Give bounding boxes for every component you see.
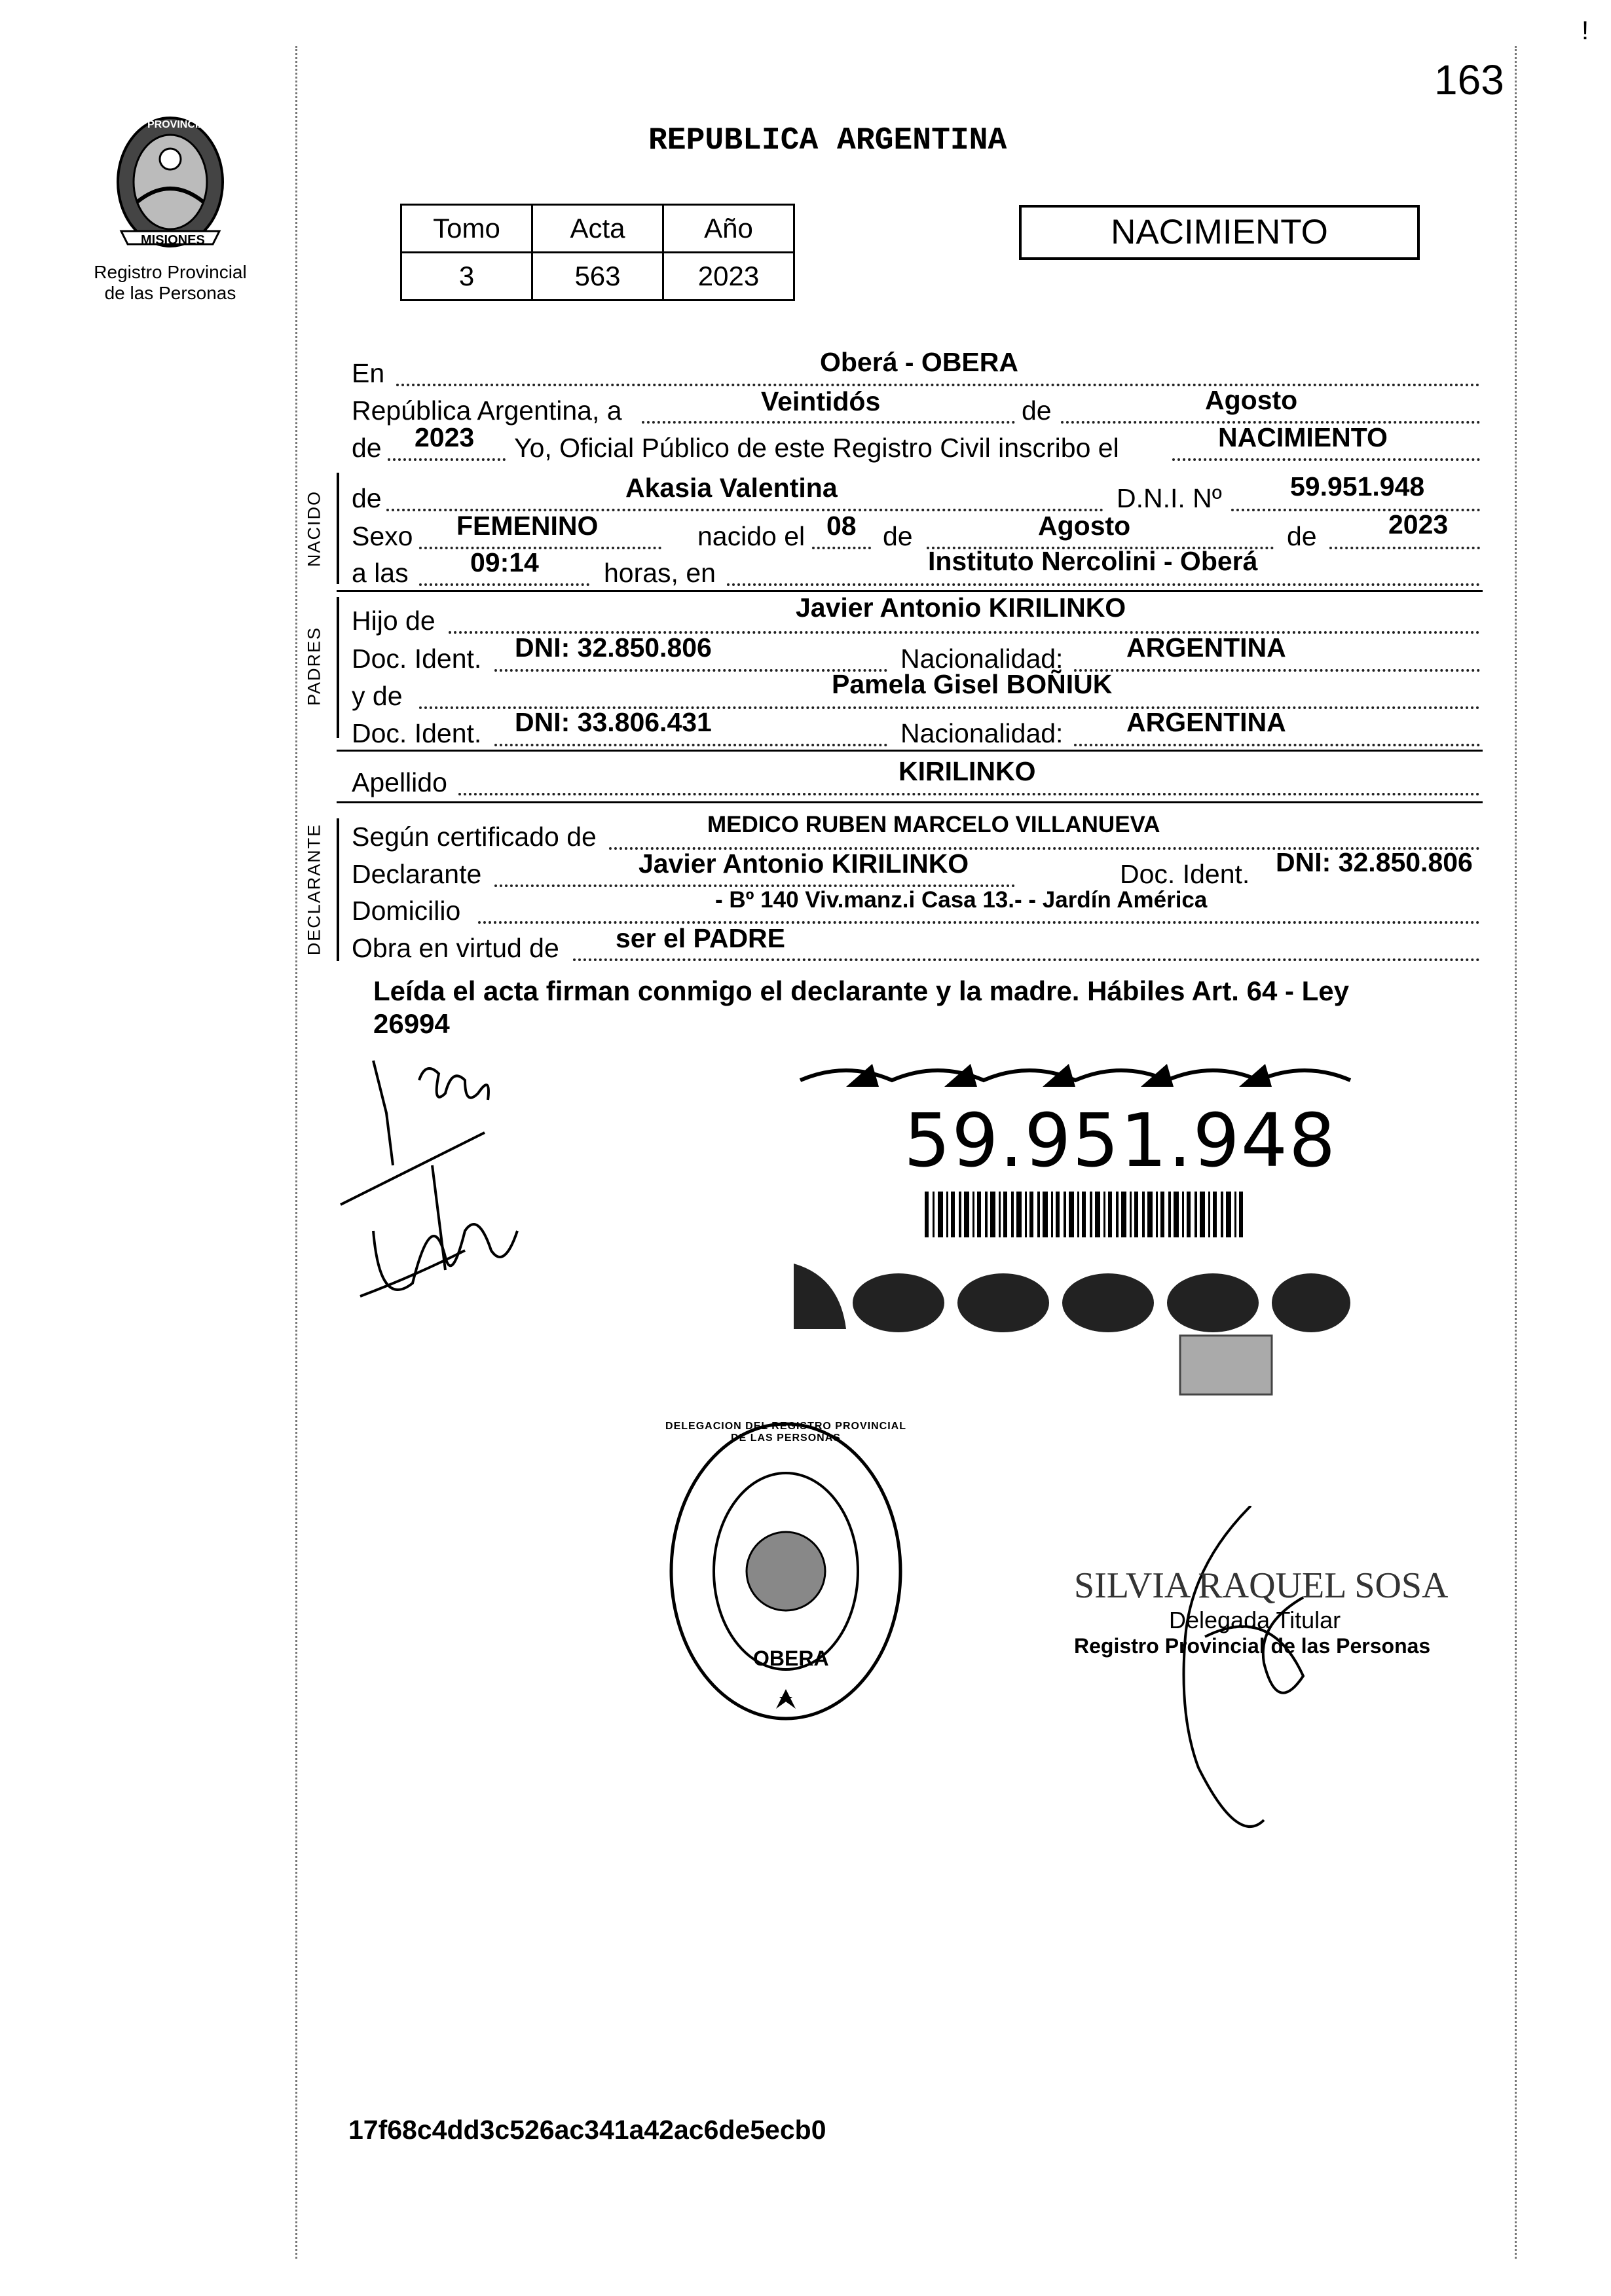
sex-line [419,547,661,549]
birth-de-label-2: de [1287,521,1317,551]
padres-separator [337,750,1483,752]
hijo-de-label: Hijo de [352,606,435,636]
de-label-1: de [1022,395,1052,426]
republic-label: República Argentina, a [352,395,622,426]
province-logo [108,110,232,254]
nacido-de-label: de [352,483,382,513]
padres-bracket [337,597,339,738]
registry-name [75,262,265,304]
domicilio-label: Domicilio [352,896,461,926]
table-header-anio: Año [663,205,794,253]
declarante-doc-value: DNI: 32.850.806 [1276,847,1473,877]
registry-line-2: de las Personas [104,283,236,303]
father-value: Javier Antonio KIRILINKO [796,592,1126,623]
page-number: 163 [1434,56,1504,103]
nacido-label: NACIDO [304,490,324,568]
table-value-tomo: 3 [401,253,532,301]
closing-line-2: 26994 [373,1008,450,1039]
birth-month-value: Agosto [1038,511,1131,541]
logo-text-bottom: MISIONES [141,233,205,247]
month-value: Agosto [1205,385,1298,415]
horas-en-label: horas, en [604,558,716,588]
table-value-anio: 2023 [663,253,794,301]
act-type-box: NACIMIENTO [1019,205,1420,260]
day-value: Veintidós [761,386,881,416]
y-de-label: y de [352,681,403,711]
register-table [400,204,795,301]
nacido-bracket [337,473,339,584]
sex-value: FEMENINO [456,511,599,541]
segun-label: Según certificado de [352,822,597,852]
act-word-value: NACIMIENTO [1218,422,1388,452]
logo-text-top: PROVINCIA DE [147,119,223,130]
surname-value: KIRILINKO [898,756,1036,786]
surname-line [458,793,1480,795]
table-header-acta: Acta [532,205,663,253]
nacido-separator [337,590,1483,592]
official-title: Delegada Titular [1169,1607,1341,1633]
obra-value: ser el PADRE [616,923,786,953]
left-margin-line [295,46,297,2259]
document-title: REPUBLICA ARGENTINA [648,123,1007,158]
apellido-label: Apellido [352,767,447,797]
year-value: 2023 [415,422,475,452]
oficial-text: Yo, Oficial Público de este Registro Civil inscribo el [514,433,1119,463]
declarante-name-value: Javier Antonio KIRILINKO [639,848,969,879]
official-name: SILVIA RAQUEL SOSA [1074,1565,1449,1606]
father-nat-line [1074,669,1480,672]
father-doc-label: Doc. Ident. [352,644,482,674]
sticker-number: 59.951.948 [904,1099,1337,1184]
obra-line [573,958,1480,961]
act-word-line [1172,458,1480,461]
mother-doc-line [494,744,887,746]
dni-sticker [794,1061,1383,1408]
mother-value: Pamela Gisel BOÑIUK [832,669,1113,699]
certificate-value: MEDICO RUBEN MARCELO VILLANUEVA [707,812,1160,837]
time-line [419,583,589,586]
registry-line-1: Registro Provincial [94,262,247,282]
place-line [396,384,1480,386]
margin-mark: ! [1582,16,1589,45]
a-las-label: a las [352,558,409,588]
year-line [388,458,506,461]
birth-year-value: 2023 [1388,509,1449,539]
seal-arc-text: DELEGACION DEL REGISTRO PROVINCIAL DE LAS PERSONAS [665,1421,906,1444]
declarante-doc-label: Doc. Ident. [1120,859,1250,889]
signature-block [1074,1565,1448,1658]
apellido-separator [337,801,1483,803]
en-label: En [352,358,385,388]
table-header-tomo: Tomo [401,205,532,253]
obra-label: Obra en virtud de [352,933,559,963]
birth-year-line [1329,547,1480,549]
child-dni-value: 59.951.948 [1290,471,1425,501]
birth-place-value: Instituto Nercolini - Oberá [928,546,1258,576]
mother-doc-label: Doc. Ident. [352,718,482,748]
declarante-bracket [337,818,339,961]
official-office: Registro Provincial de las Personas [1074,1634,1431,1658]
mother-doc-value: DNI: 33.806.431 [515,707,712,737]
father-nat-label: Nacionalidad: [900,644,1064,674]
sexo-label: Sexo [352,521,413,551]
right-margin-line [1515,46,1517,2259]
declarante-name-label: Declarante [352,859,482,889]
birth-place-line [727,583,1480,586]
official-seal [661,1414,910,1728]
mother-nat-line [1074,744,1480,746]
address-value: - Bº 140 Viv.manz.i Casa 13.- - Jardín América [715,887,1208,913]
birth-day-line [812,547,871,549]
declarante-label: DECLARANTE [304,823,324,956]
time-value: 09:14 [470,547,539,577]
dni-label: D.N.I. Nº [1117,483,1222,513]
nacido-el-label: nacido el [697,521,806,551]
mother-nat-value: ARGENTINA [1126,707,1286,737]
padres-label: PADRES [304,626,324,706]
table-value-acta: 563 [532,253,663,301]
seal-city: OBERA [753,1647,829,1670]
declarant-signatures [334,1034,530,1342]
closing-line-1: Leída el acta firman conmigo el declarante y la madre. Hábiles Art. 64 - Ley [373,975,1349,1006]
father-doc-value: DNI: 32.850.806 [515,632,712,663]
de-label-2: de [352,433,382,463]
official-signature [1107,1506,1434,1846]
day-line [642,421,1015,424]
father-nat-value: ARGENTINA [1126,632,1286,663]
birth-de-label-1: de [883,521,913,551]
place-value: Oberá - OBERA [820,347,1018,377]
birth-day-value: 08 [826,511,857,541]
footer-hash: 17f68c4dd3c526ac341a42ac6de5ecb0 [348,2115,826,2145]
father-doc-line [494,669,887,672]
child-name-value: Akasia Valentina [625,473,838,503]
mother-nat-label: Nacionalidad: [900,718,1064,748]
